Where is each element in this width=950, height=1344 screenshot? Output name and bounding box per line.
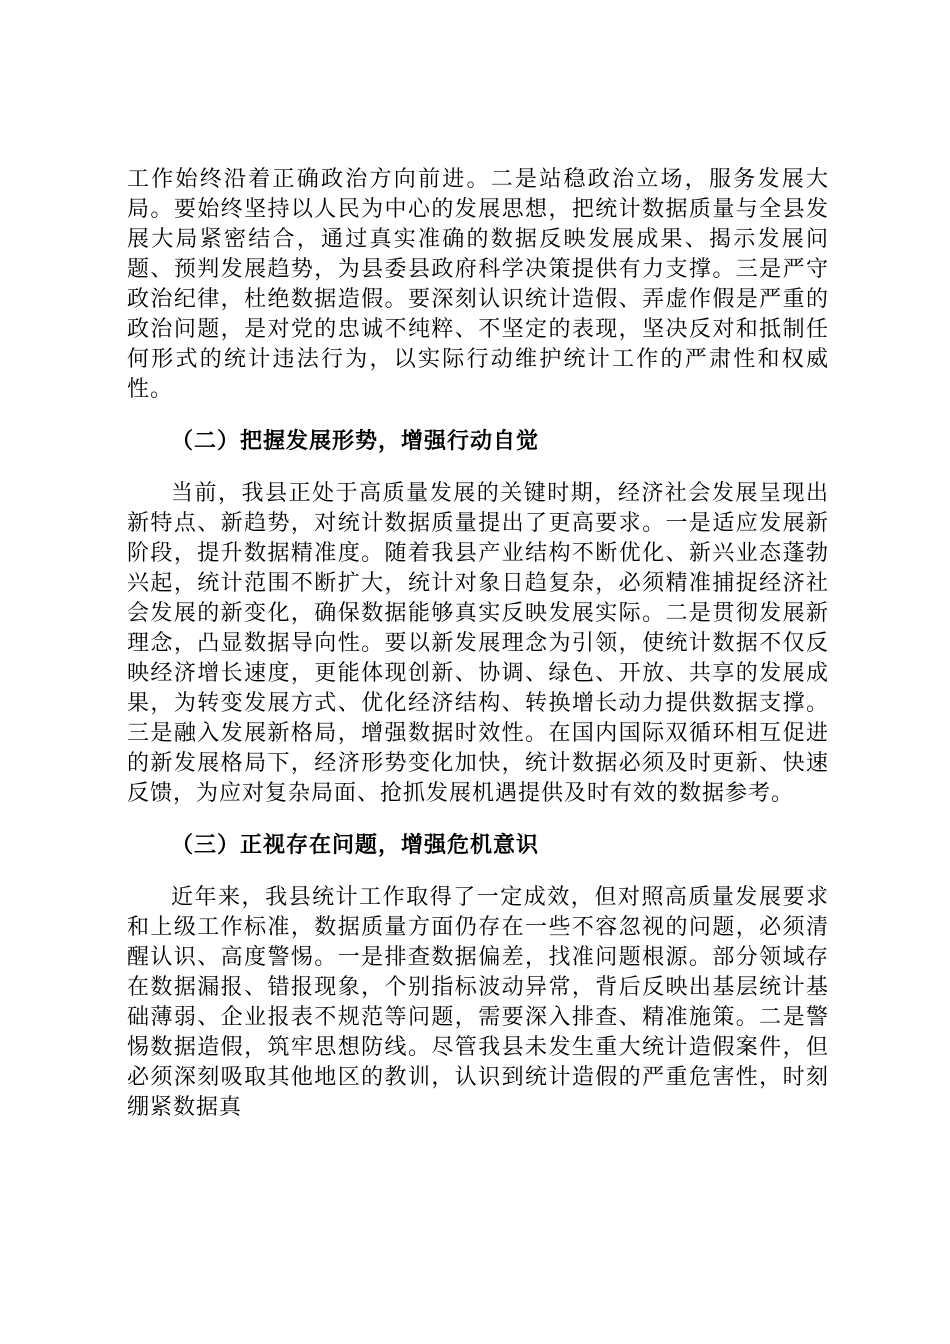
paragraph-spacer [127, 861, 829, 883]
section-heading: （三）正视存在问题，增强危机意识 [171, 833, 540, 858]
paragraph-spacer [127, 809, 829, 831]
paragraph-spacer [127, 405, 829, 427]
body-paragraph: 当前，我县正处于高质量发展的关键时期，经济社会发展呈现出新特点、新趋势，对统计数据质量提出了更高要求。一是适应发展新阶段，提升数据精准度。随着我县产业结构不断优化、新兴业态蓬勃兴起，统计范围不断扩大，统计对象日趋复杂，必须精准捕捉经济社会发展的新变化，确保数据能够真实反映发展实际。二是贯彻发展新理念，凸显数据导向性。要以新发展理念为引领，使统计数据不仅反映经济增长速度，更能体现创新、协调、绿色、开放、共享的发展成果，为转变发展方式、优化经济结构、转换增长动力提供数据支撑。三是融入发展新格局，增强数据时效性。在国内国际双循环相互促进的新发展格局下，经济形势变化加快，统计数据必须及时更新、快速反馈，为应对复杂局面、抢抓发展机遇提供及时有效的数据参考。 [127, 481, 829, 806]
document-body [127, 165, 829, 1123]
paragraph-spacer [127, 457, 829, 479]
body-paragraph: 工作始终沿着正确政治方向前进。二是站稳政治立场，服务发展大局。要始终坚持以人民为中心的发展思想，把统计数据质量与全县发展大局紧密结合，通过真实准确的数据反映发展成果、揭示发展问题、预判发展趋势，为县委县政府科学决策提供有力支撑。三是严守政治纪律，杜绝数据造假。要深刻认识统计造假、弄虚作假是严重的政治问题，是对党的忠诚不纯粹、不坚定的表现，坚决反对和抵制任何形式的统计违法行为，以实际行动维护统计工作的严肃性和权威性。 [127, 167, 829, 402]
section-heading: （二）把握发展形势，增强行动自觉 [171, 429, 540, 454]
body-paragraph: 近年来，我县统计工作取得了一定成效，但对照高质量发展要求和上级工作标准，数据质量方面仍存在一些不容忽视的问题，必须清醒认识、高度警惕。一是排查数据偏差，找准问题根源。部分领域存在数据漏报、错报现象，个别指标波动异常，背后反映出基层统计基础薄弱、企业报表不规范等问题，需要深入排查、精准施策。二是警惕数据造假，筑牢思想防线。尽管我县未发生重大统计造假案件，但必须深刻吸取其他地区的教训，认识到统计造假的严重危害性，时刻绷紧数据真 [127, 885, 829, 1120]
